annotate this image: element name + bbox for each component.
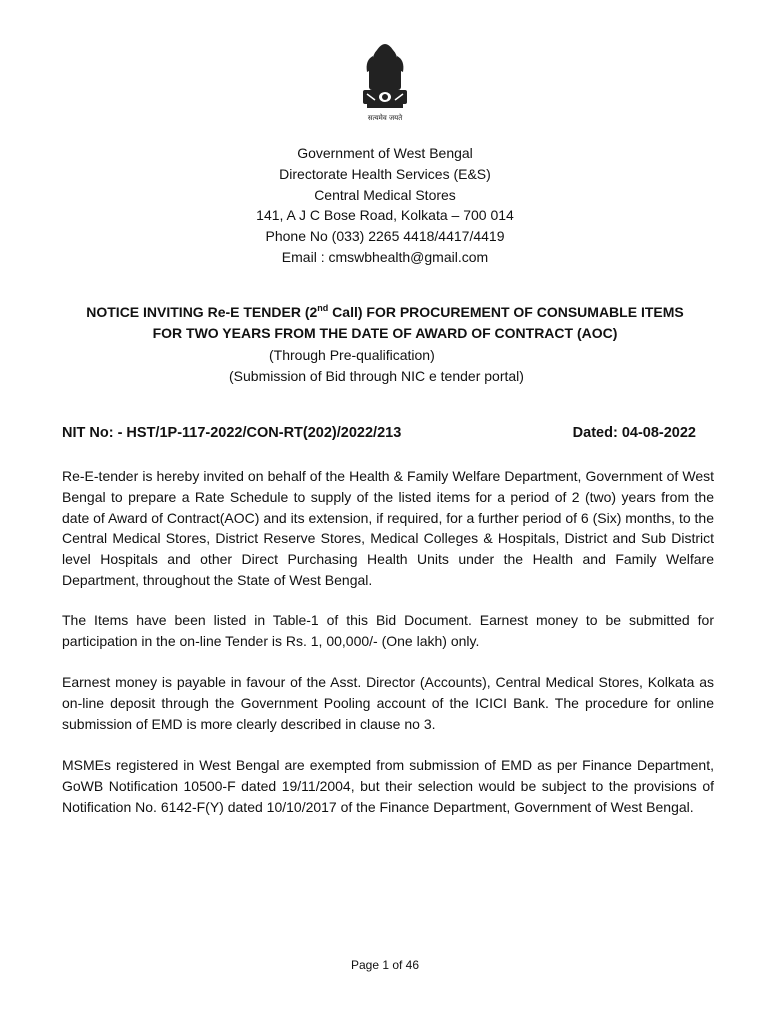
nit-line [62,425,696,441]
title-subtitle-submission: (Submission of Bid through NIC e tender portal) [229,368,524,384]
notice-title [40,302,730,344]
header-line: Government of West Bengal [297,145,473,161]
state-emblem-logo [353,38,417,124]
header-line: Phone No (033) 2265 4418/4417/4419 [265,228,505,245]
header-line: 141, A J C Bose Road, Kolkata – 700 014 [256,207,514,224]
header-line: Central Medical Stores [314,186,456,203]
header-line: Directorate Health Services (E&S) [279,165,491,182]
paragraph-msme: MSMEs registered in West Bengal are exempted from submission of EMD as per Finance Department, GoWB Notification 10500-F dated 19/11/2004, but their selection would be subject to the provisions of Notification No. 6142-F(Y) dated 10/10/2017 of the Finance Department, Government of West Bengal. [62,757,714,815]
paragraph-emd-payment: Earnest money is payable in favour of the Asst. Director (Accounts), Central Medical Stores, Kolkata as on-line deposit through the Government Pooling account of the ICICI Bank. The procedure for online submission of EMD is more clearly described in clause no 3. [62,674,714,732]
header-email: Email : cmswbhealth@gmail.com [281,248,489,265]
title-subtitle-prequalification: (Through Pre-qualification) [269,347,435,363]
emblem-motto: सत्यमेव जयते [367,114,403,122]
title-line-1: NOTICE INVITING Re-E TENDER (2nd Call) FOR PROCUREMENT OF CONSUMABLE ITEMS [86,303,684,320]
title-line-2: FOR TWO YEARS FROM THE DATE OF AWARD OF CONTRACT (AOC) [152,325,618,341]
office-header [0,143,770,268]
paragraph-items-emd: The Items have been listed in Table-1 of this Bid Document. Earnest money to be submitted for participation in the on-line Tender is Rs. 1, 00,000/- (One lakh) only. [62,612,714,649]
nit-number: NIT No: - HST/1P-117-2022/CON-RT(202)/2022/213 [62,425,402,441]
paragraph-invitation: Re-E-tender is hereby invited on behalf of the Health & Family Welfare Department, Government of West Bengal to prepare a Rate Schedule to supply of the listed items for a period of 2 (two) years from the date of Award of Contract(AOC) and its extension, if required, for a further period of 6 (Six) months, to the Central Medical Stores, District Reserve Stores, Medical Colleges & Hospitals, District and Sub District level Hospitals and other Direct Purchasing Health Units under the Health and Family Welfare Department, throughout the State of West Bengal. [62,468,714,588]
page-number: Page 1 of 46 [350,958,420,972]
nit-date: Dated: 04-08-2022 [572,425,696,441]
